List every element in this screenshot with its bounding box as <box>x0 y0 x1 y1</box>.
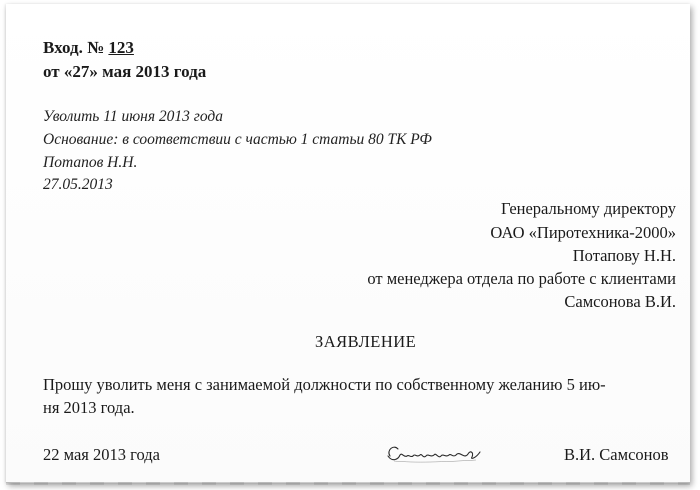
resolution-line-signer: Потапов Н.Н. <box>43 154 138 171</box>
body-line-1: Прошу уволить меня с занимаемой должности по собственному желанию 5 ию- <box>43 375 606 394</box>
resolution-line-date: 27.05.2013 <box>43 176 113 193</box>
addressee-name: Потапову Н.Н. <box>572 246 676 265</box>
addressee-company: ОАО «Пиротехника-2000» <box>490 223 676 242</box>
registration-number-line <box>43 38 134 58</box>
applicant-name: В.И. Самсонов <box>564 445 669 464</box>
resolution-line-dismiss: Уволить 11 июня 2013 года <box>43 108 223 125</box>
resolution-line-basis: Основание: в соответствии с частью 1 статьи 80 ТК РФ <box>43 131 432 148</box>
sender-position: от менеджера отдела по работе с клиентами <box>367 269 676 288</box>
registration-number: 123 <box>108 38 134 57</box>
registration-date: от «27» мая 2013 года <box>43 62 207 81</box>
application-date: 22 мая 2013 года <box>43 445 160 464</box>
document-page <box>6 4 690 483</box>
handwritten-signature <box>384 440 484 466</box>
sender-name: Самсонова В.И. <box>564 292 676 311</box>
registration-prefix: Вход. № <box>43 38 105 57</box>
body-line-2: ня 2013 года. <box>43 398 135 417</box>
document-title: ЗАЯВЛЕНИЕ <box>315 332 417 351</box>
addressee-position: Генеральному директору <box>501 199 676 218</box>
